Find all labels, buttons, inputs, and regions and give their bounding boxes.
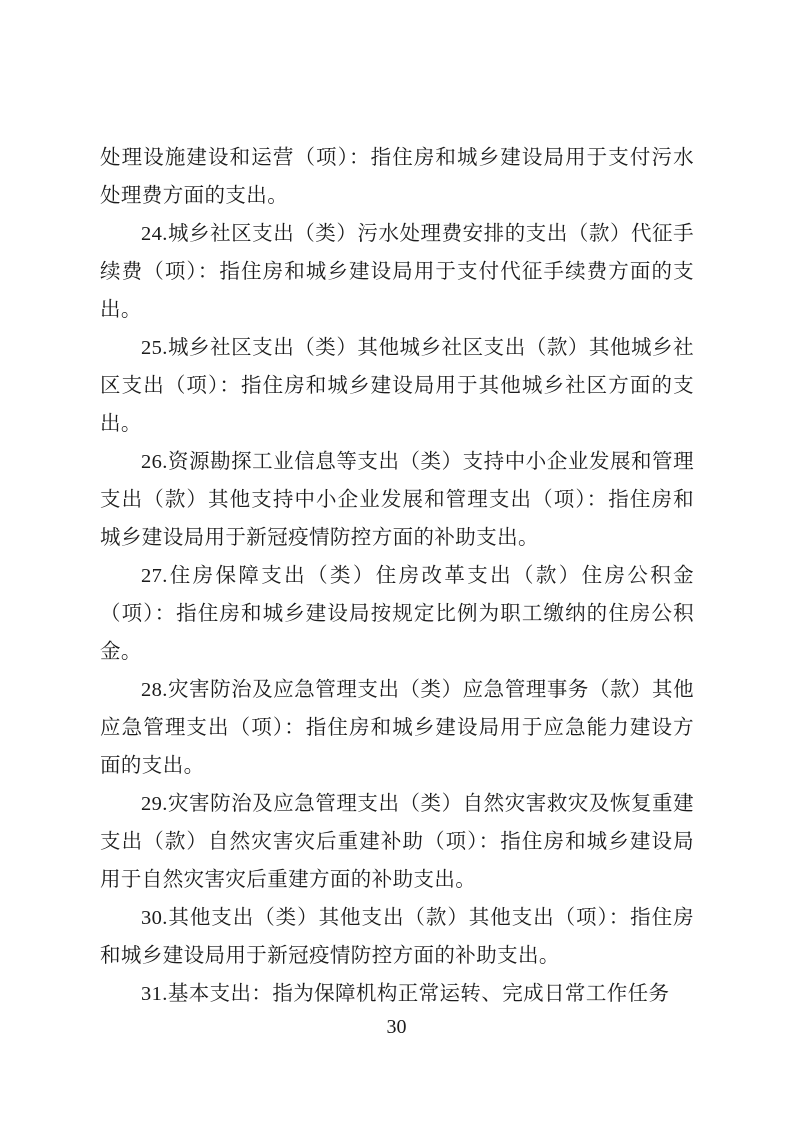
paragraph: 28.灾害防治及应急管理支出（类）应急管理事务（款）其他应急管理支出（项）：指住房和城乡建设局用于应急能力建设方面的支出。 bbox=[100, 679, 694, 777]
paragraph: 27.住房保障支出（类）住房改革支出（款）住房公积金（项）：指住房和城乡建设局按规定比例为职工缴纳的住房公积金。 bbox=[100, 565, 694, 663]
paragraph: 29.灾害防治及应急管理支出（类）自然灾害救灾及恢复重建支出（款）自然灾害灾后重建补助（项）：指住房和城乡建设局用于自然灾害灾后重建方面的补助支出。 bbox=[100, 793, 694, 891]
page-number: 30 bbox=[386, 1016, 407, 1038]
paragraph: 处理设施建设和运营（项）：指住房和城乡建设局用于支付污水处理费方面的支出。 bbox=[100, 147, 694, 207]
paragraph: 26.资源勘探工业信息等支出（类）支持中小企业发展和管理支出（款）其他支持中小企业发展和管理支出（项）：指住房和城乡建设局用于新冠疫情防控方面的补助支出。 bbox=[100, 451, 694, 549]
paragraph: 31.基本支出：指为保障机构正常运转、完成日常工作任务 bbox=[141, 983, 670, 1005]
document-body bbox=[100, 139, 694, 1013]
paragraph: 30.其他支出（类）其他支出（款）其他支出（项）：指住房和城乡建设局用于新冠疫情防控方面的补助支出。 bbox=[100, 907, 694, 967]
paragraph: 24.城乡社区支出（类）污水处理费安排的支出（款）代征手续费（项）：指住房和城乡建设局用于支付代征手续费方面的支出。 bbox=[100, 223, 694, 321]
paragraph: 25.城乡社区支出（类）其他城乡社区支出（款）其他城乡社区支出（项）：指住房和城乡建设局用于其他城乡社区方面的支出。 bbox=[100, 337, 694, 435]
